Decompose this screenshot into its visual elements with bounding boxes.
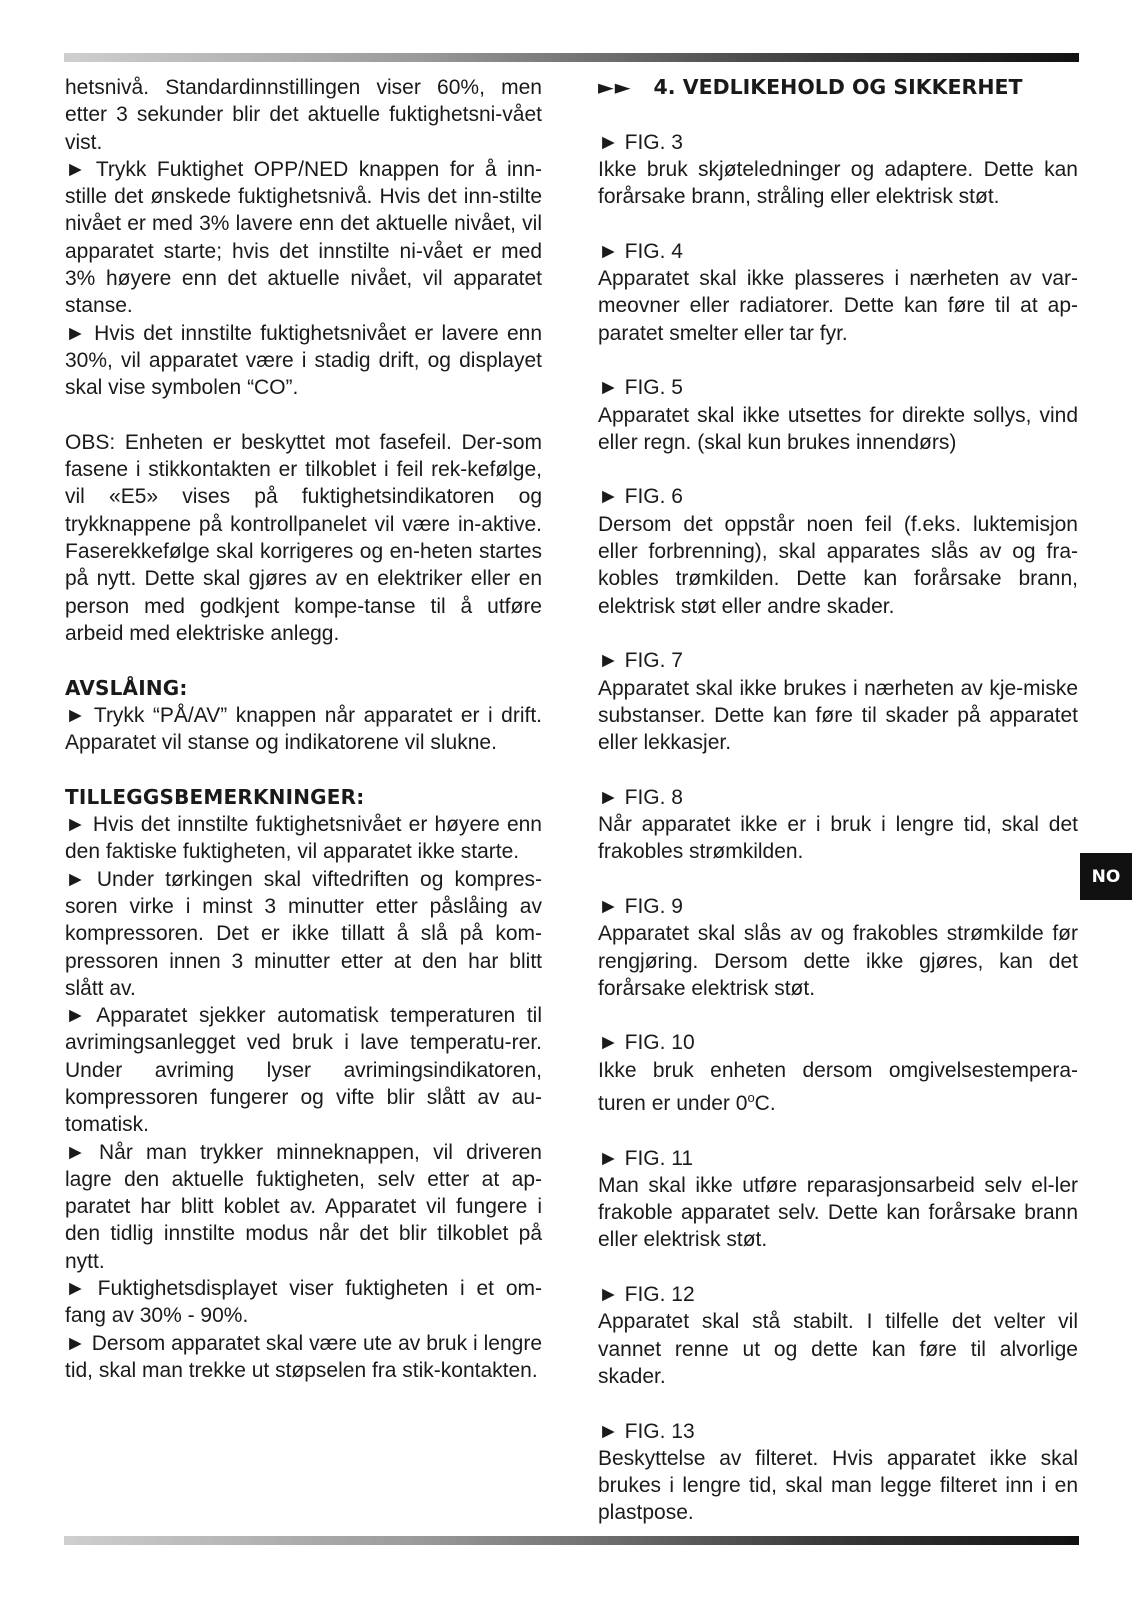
fig-label: ► FIG. 3	[598, 130, 683, 154]
humidity-updown-paragraph: ► Trykk Fuktighet OPP/NED knappen for å inn-stille det ønskede fuktighetsnivå. Hvis det inn-stilte nivået er med 3% lavere enn det aktuelle nivået, vil apparatet starte; hvis det innstilte ni-vået er med 3% høyere enn det aktuelle nivået, vil apparatet stanse.	[65, 157, 542, 318]
tillegg-item: ► Apparatet sjekker automatisk temperaturen til avrimingsanlegget ved bruk i lave temperatu-rer. Under avriming lyser avrimingsindikatoren, kompressoren fungerer og vifte blir slått av au-tomatisk.	[65, 1004, 542, 1137]
avslaing-paragraph: ► Trykk “PÅ/AV” knappen når apparatet er i drift. Apparatet vil stanse og indikatorene vil slukne.	[65, 703, 542, 755]
fig-label: ► FIG. 6	[598, 485, 683, 509]
tillegg-item: ► Når man trykker minneknappen, vil driveren lagre den aktuelle fuktigheten, selv etter at ap-paratet har blitt koblet av. Apparatet vil fungere i den tidlig innstilte modus når det blir tilkoblet på nytt.	[65, 1140, 542, 1273]
fig-text: Apparatet skal slås av og frakobles strømkilde før rengjøring. Dersom dette ikke gjøres, kan det forårsake elektrisk støt.	[598, 922, 1078, 1000]
fig-text: Man skal ikke utføre reparasjonsarbeid selv el-ler frakoble apparatet selv. Dette kan forårsake brann eller elektrisk støt.	[598, 1173, 1078, 1252]
fig-label: ► FIG. 7	[598, 649, 683, 673]
avslaing-heading: AVSLÅING:	[65, 675, 188, 700]
fig-text: Apparatet skal ikke plasseres i nærheten av var-meovner eller radiatorer. Dette kan føre til at ap-paratet smelter eller tar fyr.	[598, 267, 1078, 345]
fig-label: ► FIG. 13	[598, 1419, 695, 1443]
fig-label: ► FIG. 4	[598, 239, 683, 263]
fig-text: Dersom det oppstår noen feil (f.eks. luktemisjon eller forbrenning), skal apparates slås av og fra-kobles trømkilden. Dette kan forårsake brann, elektrisk støt eller andre skader.	[598, 512, 1078, 618]
fig-label: ► FIG. 12	[598, 1283, 695, 1307]
bottom-rule	[64, 1536, 1079, 1545]
degree-superscript: o	[747, 1089, 755, 1105]
tillegg-item: ► Under tørkingen skal viftedriften og kompres-soren virke i minst 3 minutter etter påslåing av kompressoren. Det er ikke tillatt å slå på kom-pressoren innen 3 minutter etter at den har blitt slått av.	[65, 867, 542, 1000]
fig-label: ► FIG. 8	[598, 785, 683, 809]
humidity-intro-paragraph: hetsnivå. Standardinnstillingen viser 60%, men etter 3 sekunder blir det aktuelle fuktighetsni-vået vist.	[65, 76, 542, 154]
tillegg-heading: TILLEGGSBEMERKNINGER:	[65, 784, 365, 809]
tillegg-item: ► Hvis det innstilte fuktighetsnivået er høyere enn den faktiske fuktigheten, vil apparatet ikke starte.	[65, 813, 542, 864]
language-tab: NO	[1080, 853, 1132, 900]
top-rule	[64, 53, 1079, 62]
fig-text-part: Ikke bruk enheten dersom omgivelsestempera-turen er under 0	[598, 1058, 1078, 1115]
fig-text-part: C.	[754, 1091, 776, 1115]
tillegg-item: ► Dersom apparatet skal være ute av bruk i lengre tid, skal man trekke ut støpselen fra stik-kontakten.	[65, 1331, 542, 1382]
heading-arrows: ►►	[598, 75, 632, 99]
fig-label: ► FIG. 5	[598, 376, 683, 400]
fig-text: Når apparatet ikke er i bruk i lengre tid, skal det frakobles strømkilden.	[598, 813, 1078, 864]
fig-text: Apparatet skal stå stabilt. I tilfelle det velter vil vannet renne ut og dette kan føre til alvorlige skader.	[598, 1310, 1078, 1388]
section-heading	[598, 74, 1078, 101]
fig-text: Beskyttelse av filteret. Hvis apparatet ikke skal brukes i lengre tid, skal man legge filteret inn i en plastpose.	[598, 1446, 1078, 1525]
left-column	[65, 74, 542, 1384]
fig-text: Apparatet skal ikke brukes i nærheten av kje-miske substanser. Dette kan føre til skader på apparatet eller lekkasjer.	[598, 676, 1078, 755]
fig-label: ► FIG. 9	[598, 894, 683, 918]
continuous-operation-paragraph: ► Hvis det innstilte fuktighetsnivået er lavere enn 30%, vil apparatet være i stadig drift, og displayet skal vise symbolen “CO”.	[65, 321, 542, 400]
fig-text	[598, 1057, 1078, 1118]
fig-label: ► FIG. 10	[598, 1031, 695, 1055]
fig-text: Ikke bruk skjøteledninger og adaptere. Dette kan forårsake brann, stråling eller elektrisk støt.	[598, 157, 1078, 209]
phase-fault-note: OBS: Enheten er beskyttet mot fasefeil. Der-som fasene i stikkontakten er tilkoblet i feil rek-kefølge, vil «E5» vises på fuktighetsindikatoren og trykknappene på kontrollpanelet vil være in-aktive. Faserekkefølge skal korrigeres og en-heten startes på nytt. Dette skal gjøres av en elektriker eller en person med godkjent kompe-tanse til å utføre arbeid med elektriske anlegg.	[65, 430, 542, 645]
right-column	[598, 74, 1078, 1527]
tillegg-item: ► Fuktighetsdisplayet viser fuktigheten i et om-fang av 30% - 90%.	[65, 1277, 542, 1328]
fig-label: ► FIG. 11	[598, 1146, 694, 1170]
section-title: 4. VEDLIKEHOLD OG SIKKERHET	[653, 75, 1023, 99]
fig-text: Apparatet skal ikke utsettes for direkte sollys, vind eller regn. (skal kun brukes innendørs)	[598, 403, 1078, 454]
